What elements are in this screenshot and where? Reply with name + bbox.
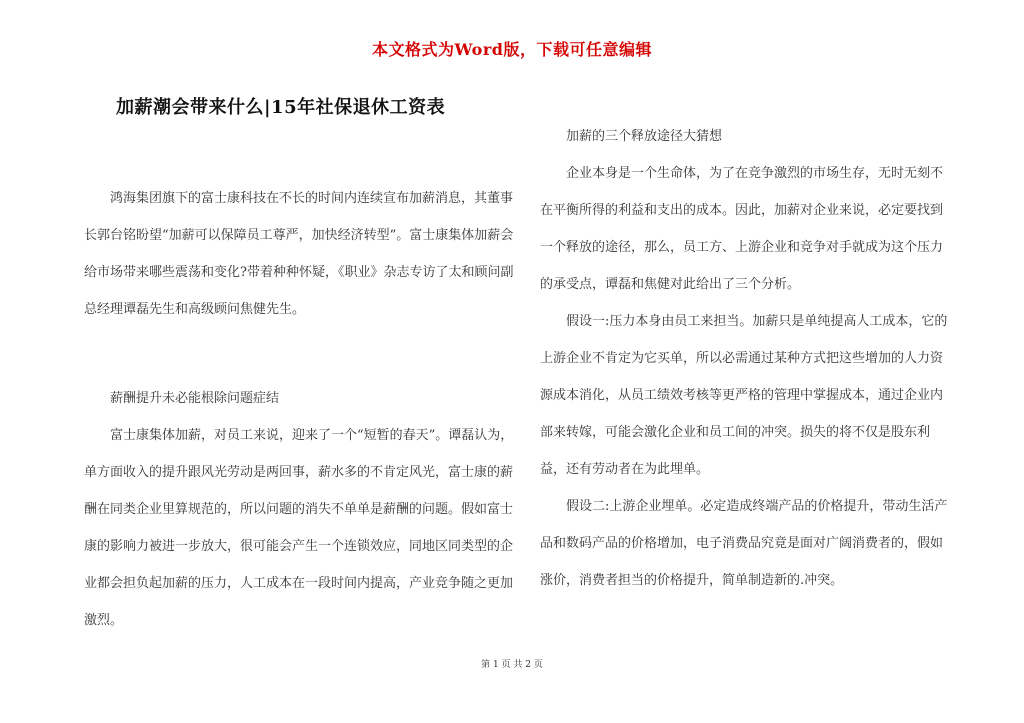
intro-paragraph: 鸿海集团旗下的富士康科技在不长的时间内连续宣布加薪消息，其董事长郭台铭盼望“加薪可以保障员工尊严，加快经济转型”。富士康集体加薪会给市场带来哪些震荡和变化?带着种种怀疑，《职业》杂志专访了太和顾问副总经理谭磊先生和高级顾问焦健先生。 bbox=[84, 191, 514, 317]
salary-paragraph: 富士康集体加薪，对员工来说，迎来了一个“短暂的春天”。谭磊认为，单方面收入的提升跟风光劳动是两回事，薪水多的不肯定风光，富士康的薪酬在同类企业里算规范的，所以问题的消失不单单是薪酬的问题。假如富士康的影响力被进一步放大，很可能会产生一个连锁效应，同地区同类型的企业都会担负起加薪的压力，人工成本在一段时间内提高，产业竞争随之更加激烈。 bbox=[84, 428, 514, 628]
section-heading-release: 加薪的三个释放途径大猜想 bbox=[566, 129, 723, 144]
right-column bbox=[540, 118, 953, 599]
hypothesis-one-paragraph: 假设一:压力本身由员工来担当。加薪只是单纯提高人工成本，它的上游企业不肯定为它买单，所以必需通过某种方式把这些增加的人力资源成本消化，从员工绩效考核等更严格的管理中掌握成本，通过企业内部来转嫁，可能会激化企业和员工间的冲突。损失的将不仅是股东利益，还有劳动者在为此埋单。 bbox=[540, 314, 948, 477]
page-number: 第 1 页 共 2 页 bbox=[481, 660, 543, 670]
section-heading-salary: 薪酬提升未必能根除问题症结 bbox=[110, 391, 280, 406]
enterprise-paragraph: 企业本身是一个生命体，为了在竞争激烈的市场生存，无时无刻不在平衡所得的利益和支出的成本。因此，加薪对企业来说，必定要找到一个释放的途径，那么，员工方、上游企业和竞争对手就成为这个压力的承受点，谭磊和焦健对此给出了三个分析。 bbox=[540, 166, 944, 292]
word-format-banner: 本文格式为Word版，下载可任意编辑 bbox=[372, 40, 652, 59]
section-gap bbox=[84, 328, 516, 380]
left-column bbox=[84, 180, 516, 639]
hypothesis-two-paragraph: 假设二:上游企业埋单。必定造成终端产品的价格提升，带动生活产品和数码产品的价格增加，电子消费品究竟是面对广阔消费者的，假如涨价，消费者担当的价格提升，简单制造新的.冲突。 bbox=[540, 499, 948, 588]
document-title: 加薪潮会带来什么|15年社保退休工资表 bbox=[116, 97, 446, 118]
